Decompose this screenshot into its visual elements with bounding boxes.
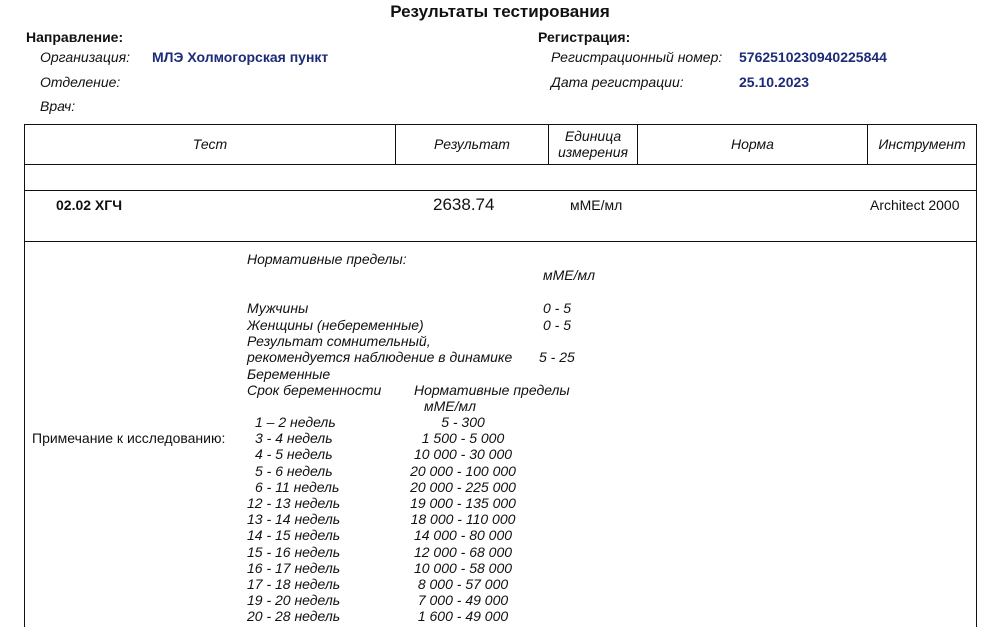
registration-date-value: 25.10.2023 [739, 74, 810, 90]
header-unit-line2: измерения [557, 144, 629, 160]
header-result: Результат [434, 136, 510, 152]
week-range: 14 000 - 80 000 [413, 527, 513, 543]
week-range: 12 000 - 68 000 [413, 544, 513, 560]
women-label: Женщины (небеременные) [247, 317, 424, 333]
week-range: 1 600 - 49 000 [417, 608, 509, 624]
week-range: 20 000 - 225 000 [410, 479, 516, 495]
week-range: 18 000 - 110 000 [410, 511, 516, 527]
week-term: 6 - 11 недель [255, 479, 340, 495]
pregnant-label: Беременные [247, 366, 331, 382]
note-label: Примечание к исследованию: [32, 430, 226, 446]
week-term: 13 - 14 недель [247, 511, 341, 527]
week-term: 1 – 2 недель [255, 414, 336, 430]
week-term: 16 - 17 недель [247, 560, 341, 576]
limits-header: Нормативные пределы [414, 382, 570, 398]
header-unit [549, 128, 637, 160]
doubt-line1: Результат сомнительный, [247, 333, 431, 349]
ref-title: Нормативные пределы: [247, 251, 407, 267]
term-header: Срок беременности [247, 382, 382, 398]
doubt-line2: рекомендуется наблюдение в динамике [247, 349, 513, 365]
week-term: 17 - 18 недель [247, 576, 341, 592]
week-range: 10 000 - 30 000 [413, 446, 513, 462]
week-term: 5 - 6 недель [255, 463, 333, 479]
week-range: 1 500 - 5 000 [421, 430, 505, 446]
header-instrument: Инструмент [878, 136, 966, 152]
week-range: 20 000 - 100 000 [410, 463, 516, 479]
men-value: 0 - 5 [543, 300, 572, 316]
doubt-value: 5 - 25 [539, 349, 575, 365]
header-test: Тест [192, 136, 228, 152]
men-label: Мужчины [247, 300, 309, 316]
week-term: 4 - 5 недель [255, 446, 333, 462]
test-name: 02.02 ХГЧ [56, 197, 123, 213]
header-unit-line1: Единица [564, 128, 622, 144]
women-value: 0 - 5 [543, 317, 572, 333]
department-label: Отделение: [40, 74, 121, 90]
doctor-label: Врач: [40, 98, 76, 114]
ref-unit: мМЕ/мл [543, 267, 595, 283]
page-title: Результаты тестирования [390, 2, 610, 21]
registration-number-label: Регистрационный номер: [551, 49, 723, 65]
organization-label: Организация: [40, 49, 130, 65]
header-norm: Норма [731, 136, 774, 152]
week-term: 15 - 16 недель [247, 544, 341, 560]
week-range: 8 000 - 57 000 [417, 576, 509, 592]
limits-unit: мМЕ/мл [424, 398, 476, 414]
week-term: 12 - 13 недель [247, 495, 341, 511]
organization-value: МЛЭ Холмогорская пункт [152, 49, 329, 65]
week-term: 3 - 4 недель [255, 430, 333, 446]
test-unit: мМЕ/мл [570, 197, 623, 213]
registration-number-value: 5762510230940225844 [739, 49, 887, 65]
direction-heading: Направление: [26, 29, 124, 45]
registration-date-label: Дата регистрации: [551, 74, 684, 90]
test-result: 2638.74 [433, 195, 495, 214]
week-range: 5 - 300 [441, 414, 485, 430]
week-range: 10 000 - 58 000 [413, 560, 513, 576]
test-instrument: Architect 2000 [870, 197, 960, 213]
week-term: 20 - 28 недель [247, 608, 341, 624]
registration-heading: Регистрация: [538, 29, 631, 45]
week-term: 14 - 15 недель [247, 527, 341, 543]
week-range: 7 000 - 49 000 [417, 592, 509, 608]
week-term: 19 - 20 недель [247, 592, 341, 608]
week-range: 19 000 - 135 000 [410, 495, 516, 511]
